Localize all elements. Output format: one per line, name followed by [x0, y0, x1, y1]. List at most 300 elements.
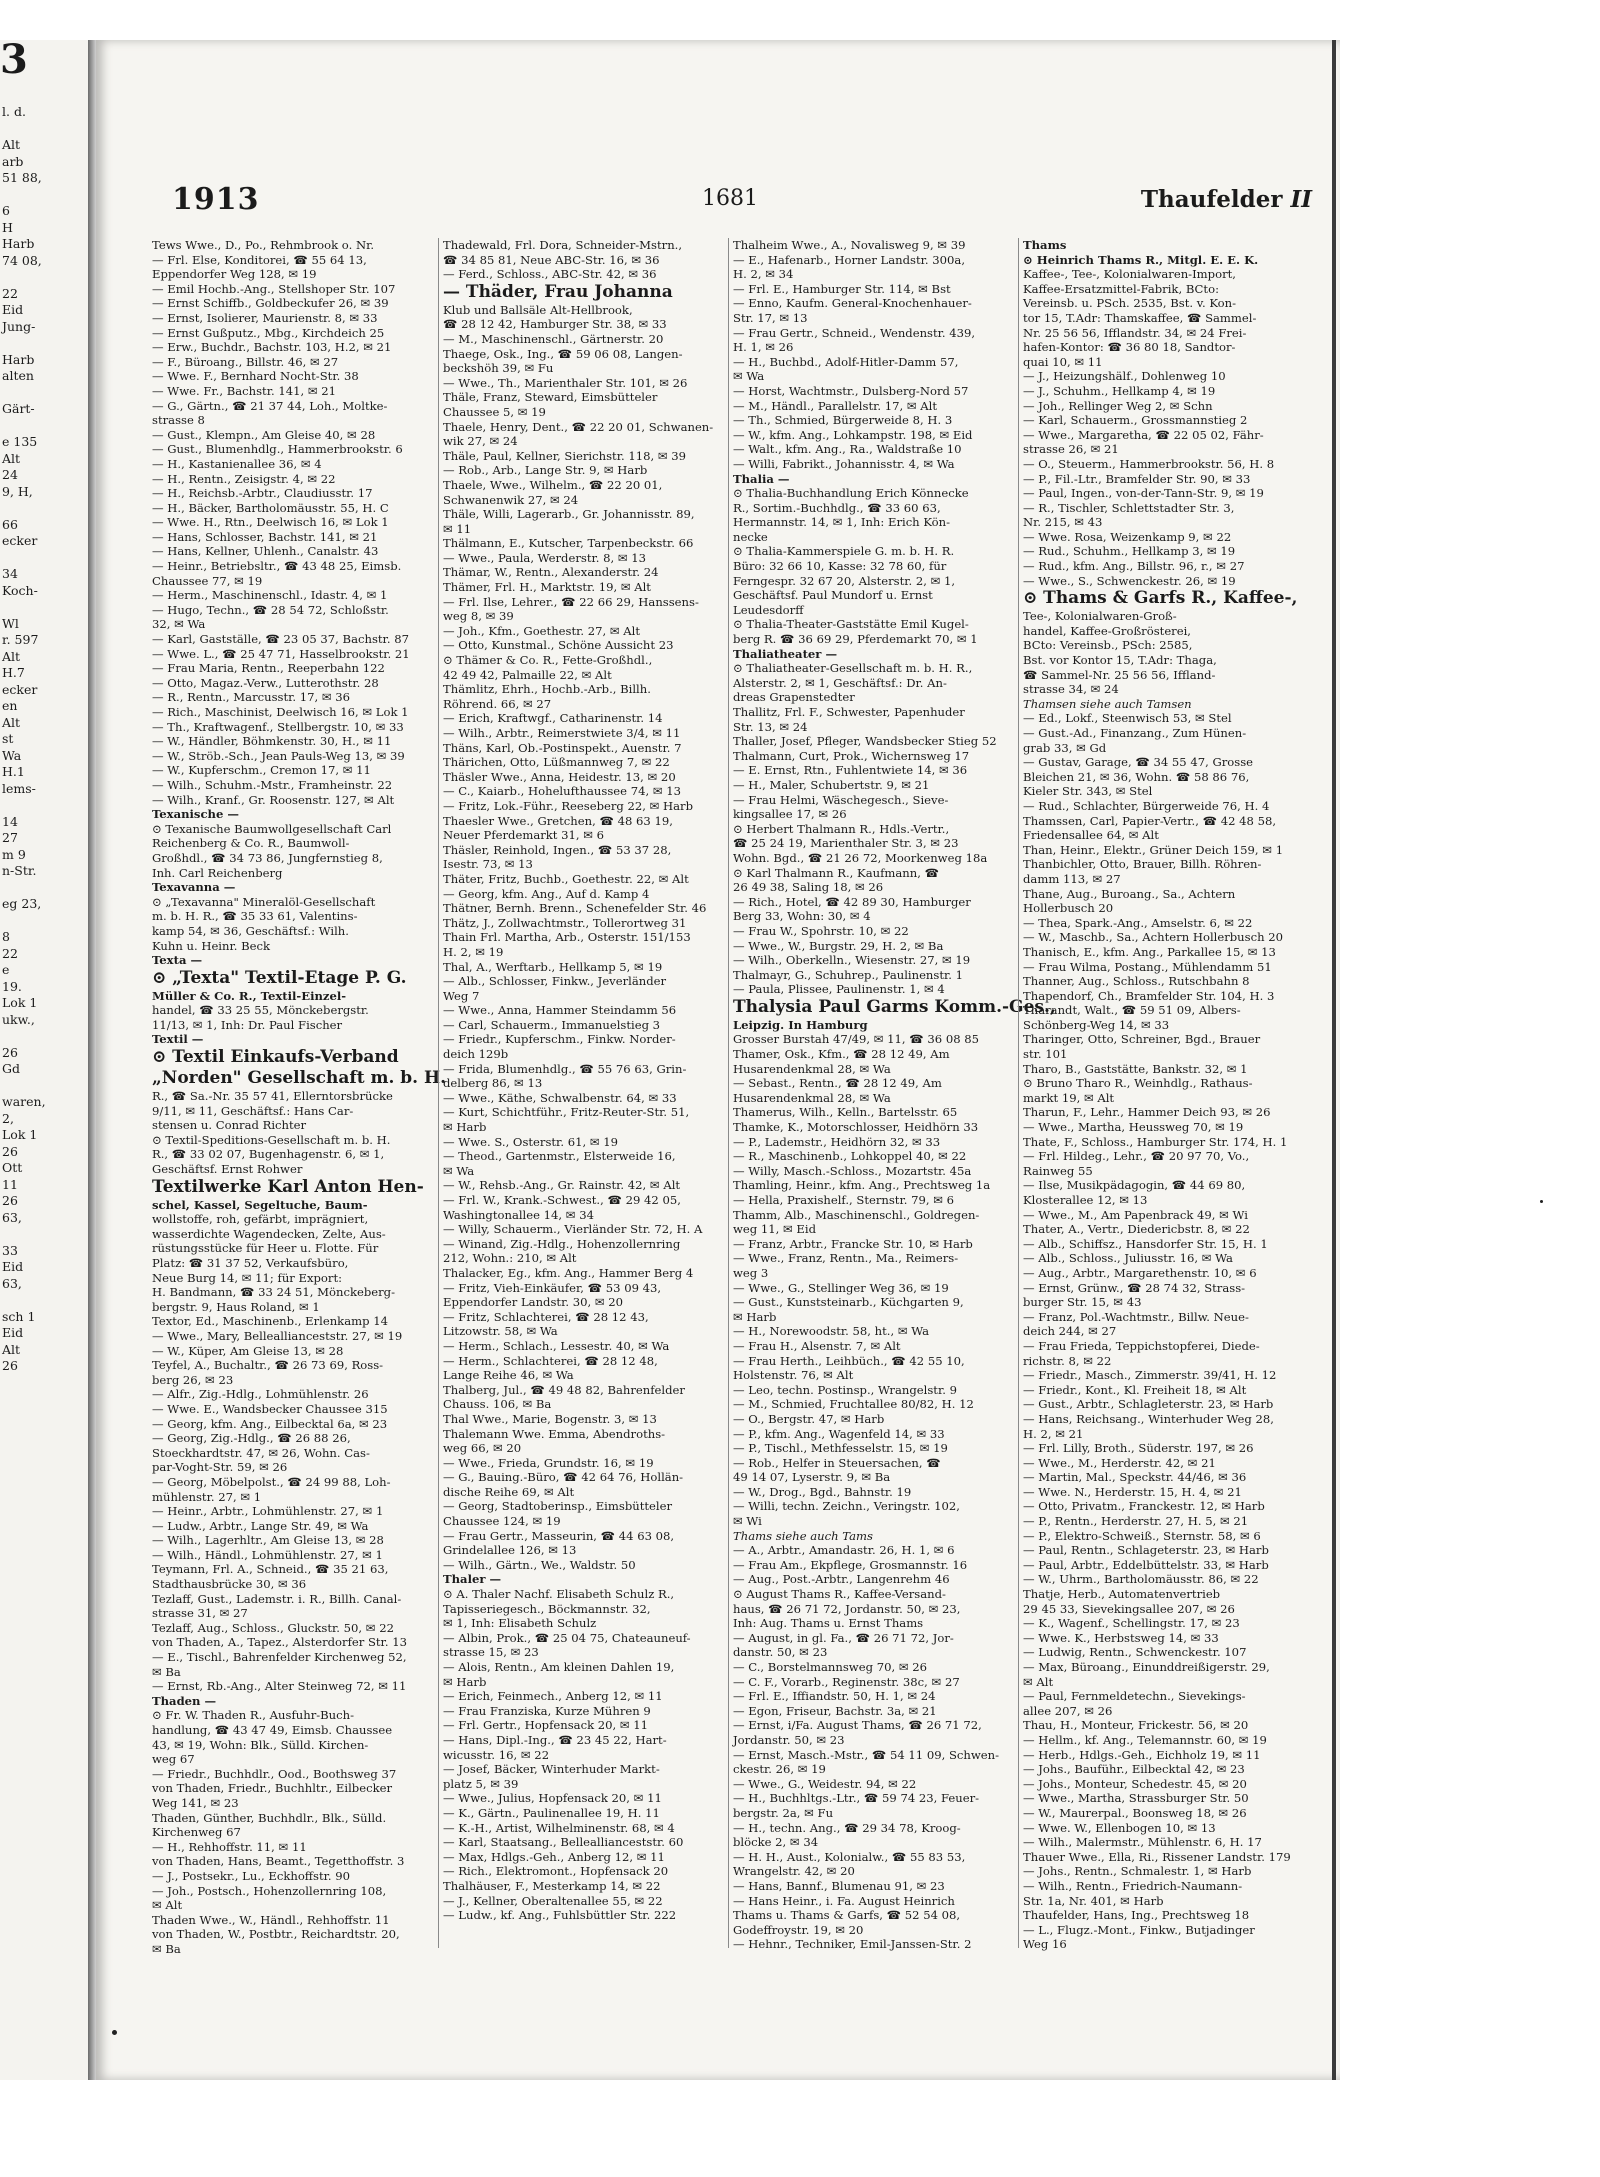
directory-entry: — Thea, Spark.-Ang., Amselstr. 6, ✉ 22	[1023, 915, 1253, 930]
directory-entry: handel, ☎ 33 25 55, Mönckebergstr.	[152, 1003, 369, 1018]
directory-entry: — Wwe., Paula, Werderstr. 8, ✉ 13	[443, 550, 647, 565]
directory-entry: Thamssen, Carl, Papier-Vertr., ☎ 42 48 58,	[1023, 813, 1277, 828]
directory-entry: — Ernst Schiffb., Goldbeckufer 26, ✉ 39	[152, 296, 389, 311]
directory-entry: schel, Kassel, Segeltuche, Baum-	[152, 1197, 368, 1212]
directory-entry: Klub und Ballsäle Alt-Hellbrook,	[443, 302, 633, 317]
directory-entry: — Rud., Schlachter, Bürgerweide 76, H. 4	[1023, 798, 1270, 813]
directory-entry: — M., Maschinenschl., Gärtnerstr. 20	[443, 331, 664, 346]
previous-page-line-stub: ecker	[2, 533, 38, 548]
directory-entry: — Frau Gertr., Masseurin, ☎ 44 63 08,	[443, 1528, 675, 1543]
directory-entry: — Franz, Arbtr., Francke Str. 10, ✉ Harb	[733, 1236, 973, 1251]
directory-entry: — Frl. Else, Konditorei, ☎ 55 64 13,	[152, 252, 367, 267]
previous-page-line-stub: Gd	[2, 1061, 20, 1076]
directory-entry: — Fritz, Vieh-Einkäufer, ☎ 53 09 43,	[443, 1280, 662, 1295]
directory-entry: Schwanenwik 27, ✉ 24	[443, 492, 579, 507]
directory-entry: damm 113, ✉ 27	[1023, 871, 1121, 886]
directory-entry: — H. H., Aust., Kolonialw., ☎ 55 83 53,	[733, 1849, 966, 1864]
directory-entry: — G., Bauing.-Büro, ☎ 42 64 76, Hollän-	[443, 1470, 684, 1485]
directory-entry: strasse 15, ✉ 23	[443, 1645, 539, 1660]
previous-page-line-stub	[0, 599, 88, 616]
directory-entry: strasse 31, ✉ 27	[152, 1606, 248, 1621]
previous-page-line-stub: 22	[2, 285, 18, 301]
directory-entry: — Wwe. W., Ellenbogen 10, ✉ 13	[1023, 1820, 1216, 1835]
directory-entry: Thaden, Günther, Buchhdlr., Blk., Sülld.	[152, 1810, 387, 1825]
previous-page-line-stub: 66	[2, 516, 18, 532]
directory-entry: delberg 86, ✉ 13	[443, 1076, 543, 1091]
directory-entry: ☎ Sammel-Nr. 25 56 56, Iffland-	[1023, 667, 1216, 682]
directory-entry: Hermannstr. 14, ✉ 1, Inh: Erich Kön-	[733, 515, 951, 530]
directory-entry: — H., Rentn., Zeisigstr. 4, ✉ 22	[152, 471, 336, 486]
previous-page-line-stub: n-Str.	[2, 863, 37, 878]
directory-entry: — H., Buchhltgs.-Ltr., ☎ 59 74 23, Feuer-	[733, 1791, 980, 1806]
previous-page-line-stub: H.1	[2, 764, 25, 779]
directory-entry: — Friedr., Kont., Kl. Freiheit 18, ✉ Alt	[1023, 1382, 1247, 1397]
directory-entry: — Johs., Rentn., Schmalestr. 1, ✉ Harb	[1023, 1864, 1252, 1879]
directory-entry: haus, ☎ 26 71 72, Jordanstr. 50, ✉ 23,	[733, 1601, 961, 1616]
previous-page-line-stub	[0, 1292, 88, 1309]
directory-entry: — Wwe., Mary, Belleallianceststr. 27, ✉ 19	[152, 1328, 403, 1343]
directory-entry: — W., Maurerpal., Boonsweg 18, ✉ 26	[1023, 1805, 1247, 1820]
directory-entry: — Frl. Ilse, Lehrer., ☎ 22 66 29, Hanssens-	[443, 594, 699, 609]
directory-entry: richstr. 8, ✉ 22	[1023, 1353, 1112, 1368]
directory-columns	[148, 238, 1308, 1956]
directory-entry: — Rich., Maschinist, Deelwisch 16, ✉ Lok 1	[152, 705, 409, 719]
directory-entry: — P., Elektro-Schweiß., Sternstr. 58, ✉ 6	[1023, 1528, 1261, 1543]
directory-entry: — Georg, Möbelpolst., ☎ 24 99 88, Loh-	[152, 1474, 391, 1489]
directory-entry: 11/13, ✉ 1, Inh: Dr. Paul Fischer	[152, 1017, 343, 1032]
directory-entry: Thanner, Aug., Schloss., Rutschbahn 8	[1023, 974, 1250, 989]
directory-entry: Thate, F., Schloss., Hamburger Str. 174, H. 1	[1023, 1134, 1288, 1149]
directory-entry: bergstr. 9, Haus Roland, ✉ 1	[152, 1299, 320, 1314]
directory-entry: — Frau Wilma, Postang., Mühlendamm 51	[1023, 959, 1272, 974]
directory-entry: — H., Rehhoffstr. 11, ✉ 11	[152, 1839, 307, 1854]
directory-entry: Thamke, K., Motorschlosser, Heidhörn 33	[733, 1120, 979, 1135]
directory-entry: — K.-H., Artist, Wilhelminenstr. 68, ✉ 4	[443, 1820, 675, 1835]
directory-entry: — Wwe., Anna, Hammer Steindamm 56	[443, 1003, 677, 1018]
directory-entry: Husarendenkmal 28, ✉ Wa	[733, 1061, 891, 1076]
directory-entry: Thäter, Fritz, Buchb., Goethestr. 22, ✉ Alt	[443, 871, 689, 886]
previous-page-line-stub: Eid	[2, 1325, 24, 1340]
directory-entry: Thain Frl. Martha, Arb., Osterstr. 151/153	[443, 930, 691, 945]
directory-entry: Thaege, Osk., Ing., ☎ 59 06 08, Langen-	[443, 346, 683, 361]
directory-entry: ⊙ Thams & Garfs R., Kaffee-,	[1023, 588, 1298, 609]
directory-entry: von Thaden, Hans, Beamt., Tegetthoffstr. 3	[152, 1854, 405, 1869]
directory-entry: handlung, ☎ 43 47 49, Eimsb. Chaussee	[152, 1723, 393, 1737]
directory-entry: Str. 1a, Nr. 401, ✉ Harb	[1023, 1893, 1164, 1908]
directory-entry: weg 67	[152, 1752, 195, 1767]
directory-entry: ✉ Harb	[443, 1120, 487, 1135]
directory-entry: — Wwe. F., Bernhard Nocht-Str. 38	[152, 369, 359, 384]
directory-entry: Thärichen, Otto, Lüßmannweg 7, ✉ 22	[443, 755, 670, 770]
directory-entry: — Herm., Maschinenschl., Idastr. 4, ✉ 1	[152, 588, 388, 603]
previous-page-line-stub: 26	[2, 1193, 18, 1208]
directory-entry: ⊙ Thalia-Buchhandlung Erich Könnecke	[733, 486, 969, 501]
directory-entry: Tezlaff, Gust., Lademstr. i. R., Billh. Canal-	[152, 1591, 402, 1606]
directory-entry: — H., Kastanienallee 36, ✉ 4	[152, 456, 322, 471]
directory-entry: — Otto, Magaz.-Verw., Lutterothstr. 28	[152, 675, 379, 690]
directory-entry: ✉ Alt	[1023, 1674, 1054, 1689]
previous-page-line-stub: ukw.,	[2, 1011, 35, 1027]
directory-entry: — Heinr., Betriebsltr., ☎ 43 48 25, Eimsb.	[152, 559, 402, 574]
directory-entry: — Heinr., Arbtr., Lohmühlenstr. 27, ✉ 1	[152, 1504, 384, 1519]
directory-entry: — R., Rentn., Marcusstr. 17, ✉ 36	[152, 690, 351, 705]
previous-page-line-stub: r. 597	[2, 632, 39, 647]
directory-entry: Thamerus, Wilh., Kelln., Bartelsstr. 65	[733, 1105, 958, 1120]
previous-page-line-stub: Eid	[2, 302, 24, 317]
directory-entry: — Hellm., kf. Ang., Telemannstr. 60, ✉ 19	[1023, 1732, 1267, 1747]
directory-entry: — Erw., Buchdr., Bachstr. 103, H.2, ✉ 21	[152, 340, 392, 355]
directory-entry: — Ferd., Schloss., ABC-Str. 42, ✉ 36	[443, 267, 657, 282]
directory-entry: Tharo, B., Gaststätte, Bankstr. 32, ✉ 1	[1023, 1061, 1248, 1076]
directory-entry: — P., Lademstr., Heidhörn 32, ✉ 33	[733, 1134, 941, 1149]
previous-page-line-stub	[0, 500, 88, 517]
directory-entry: — Ludw., Arbtr., Lange Str. 49, ✉ Wa	[152, 1518, 369, 1533]
directory-entry: Textilwerke Karl Anton Hen-	[152, 1176, 424, 1197]
directory-entry: Tharun, F., Lehr., Hammer Deich 93, ✉ 26	[1023, 1105, 1271, 1120]
directory-entry: — Hehnr., Techniker, Emil-Janssen-Str. 2	[733, 1937, 972, 1952]
directory-entry: — Otto, Privatm., Franckestr. 12, ✉ Harb	[1023, 1499, 1265, 1514]
directory-entry: — P., Fil.-Ltr., Bramfelder Str. 90, ✉ 33	[1023, 471, 1251, 486]
directory-entry: — Friedr., Kupferschm., Finkw. Norder-	[443, 1032, 676, 1047]
previous-page-year-fragment: 3	[0, 36, 28, 83]
directory-entry: von Thaden, Friedr., Buchhltr., Eilbecker	[152, 1781, 393, 1796]
directory-entry: — H., Maler, Schubertstr. 9, ✉ 21	[733, 777, 930, 792]
directory-entry: — August, in gl. Fa., ☎ 26 71 72, Jor-	[733, 1630, 954, 1645]
directory-entry: 26 49 38, Saling 18, ✉ 26	[733, 880, 884, 895]
directory-entry: — Wwe., Käthe, Schwalbenstr. 64, ✉ 33	[443, 1090, 677, 1105]
directory-entry: — F., Büroang., Billstr. 46, ✉ 27	[152, 354, 339, 369]
previous-page-line-stub	[0, 1226, 88, 1243]
directory-entry: — Karl, Staatsang., Belleallianceststr. 60	[443, 1835, 684, 1850]
directory-entry: — Karl, Schauerm., Grossmannstieg 2	[1023, 413, 1248, 428]
directory-entry: weg 11, ✉ Eid	[733, 1222, 817, 1237]
directory-column-4	[1018, 238, 1308, 1952]
previous-page-line-stub: 11	[2, 1176, 18, 1192]
directory-entry: Thanbichler, Otto, Brauer, Billh. Röhren-	[1023, 857, 1262, 872]
directory-entry: m. b. H. R., ☎ 35 33 61, Valentins-	[152, 909, 358, 924]
directory-entry: — W., Ströb.-Sch., Jean Pauls-Weg 13, ✉ 39	[152, 748, 405, 763]
directory-entry: von Thaden, A., Tapez., Alsterdorfer Str. 13	[152, 1635, 407, 1650]
directory-entry: blöcke 2, ✉ 34	[733, 1835, 819, 1850]
directory-entry: Teyfel, A., Buchaltr., ☎ 26 73 69, Ross-	[152, 1358, 384, 1373]
directory-entry: Thalysia Paul Garms Komm.-Ges.,	[733, 996, 1056, 1017]
previous-page-line-stub: Alt	[2, 450, 21, 466]
previous-page-line-stub: l. d.	[2, 104, 26, 119]
directory-entry: „Norden" Gesellschaft m. b. H.	[152, 1068, 446, 1089]
directory-entry: — C., Borstelmannsweg 70, ✉ 26	[733, 1660, 927, 1674]
directory-entry: Bleichen 21, ✉ 36, Wohn. ☎ 58 86 76,	[1023, 769, 1250, 784]
directory-entry: — Rud., kfm. Ang., Billstr. 96, r., ✉ 27	[1023, 559, 1245, 574]
previous-page-line-stub: Koch-	[2, 582, 38, 598]
directory-entry: Washingtonallee 14, ✉ 34	[443, 1207, 594, 1222]
directory-entry: — Max, Hdlgs.-Geh., Anberg 12, ✉ 11	[443, 1849, 665, 1864]
previous-page-line-stub: Harb	[2, 351, 35, 367]
directory-entry: wik 27, ✉ 24	[443, 434, 518, 449]
previous-page-line-stub: Harb	[2, 236, 35, 251]
directory-entry: ⊙ Textil Einkaufs-Verband	[152, 1047, 399, 1068]
directory-entry: — Johs., Monteur, Schedestr. 45, ✉ 20	[1023, 1776, 1247, 1791]
page-number: 1681	[702, 186, 758, 211]
previous-page-line-stub: 26	[2, 1358, 18, 1373]
directory-entry: — Joh., Postsch., Hohenzollernring 108,	[152, 1883, 387, 1898]
directory-entry: Thamm, Alb., Maschinenschl., Goldregen-	[733, 1207, 980, 1222]
directory-entry: — Walt., kfm. Ang., Ra., Waldstraße 10	[733, 442, 962, 457]
directory-entry: Litzowstr. 58, ✉ Wa	[443, 1324, 558, 1339]
directory-entry: — Rud., Schuhm., Hellkamp 3, ✉ 19	[1023, 544, 1236, 559]
previous-page-line-stub: ecker	[2, 681, 38, 697]
directory-entry: ✉ Harb	[443, 1674, 487, 1689]
directory-entry: — C. F., Vorarb., Reginenstr. 38c, ✉ 27	[733, 1674, 960, 1689]
directory-entry: ⊙ Karl Thalmann R., Kaufmann, ☎	[733, 865, 940, 880]
directory-entry: — W., Uhrm., Bartholomäusstr. 86, ✉ 22	[1023, 1572, 1259, 1587]
directory-entry: Holstenstr. 76, ✉ Alt	[733, 1368, 854, 1383]
directory-entry: — Otto, Kunstmal., Schöne Aussicht 23	[443, 638, 674, 653]
directory-entry: Inh. Carl Reichenberg	[152, 865, 283, 880]
directory-entry: berg 26, ✉ 23	[152, 1372, 234, 1387]
directory-entry: handel, Kaffee-Großrösterei,	[1023, 623, 1191, 638]
directory-entry: Platz: ☎ 31 37 52, Verkaufsbüro,	[152, 1256, 349, 1270]
directory-entry: Inh: Aug. Thams u. Ernst Thams	[733, 1616, 924, 1631]
directory-entry: — Ed., Lokf., Steenwisch 53, ✉ Stel	[1023, 711, 1232, 726]
directory-entry: H. 2, ✉ 19	[443, 944, 504, 959]
directory-entry: ⊙ Textil-Speditions-Gesellschaft m. b. H.	[152, 1132, 391, 1147]
directory-entry: — Frau Herth., Leihbüch., ☎ 42 55 10,	[733, 1353, 965, 1368]
directory-entry: — Josef, Bäcker, Winterhuder Markt-	[443, 1762, 660, 1777]
directory-entry: — Rob., Arb., Lange Str. 9, ✉ Harb	[443, 463, 648, 478]
directory-entry: — K., Gärtn., Paulinenallee 19, H. 11	[443, 1805, 660, 1820]
directory-entry: ⊙ Thaliatheater-Gesellschaft m. b. H. R.,	[733, 661, 973, 676]
directory-entry: — Frl. Hildeg., Lehr., ☎ 20 97 70, Vo.,	[1023, 1149, 1250, 1164]
directory-entry: Thätz, J., Zollwachtmstr., Tollerortweg 31	[443, 915, 687, 930]
directory-entry: Leipzig. In Hamburg	[733, 1017, 868, 1032]
previous-page-line-stub: e	[2, 962, 10, 977]
directory-entry: Thaller, Josef, Pfleger, Wandsbecker Stieg 52	[733, 734, 997, 749]
directory-entry: — P., kfm. Ang., Wagenfeld 14, ✉ 33	[733, 1426, 945, 1441]
directory-entry: strasse 26, ✉ 21	[1023, 442, 1119, 457]
directory-entry: Thamsen siehe auch Tamsen	[1023, 696, 1192, 711]
directory-entry: bergstr. 2a, ✉ Fu	[733, 1805, 834, 1820]
directory-entry: Kaffee-, Tee-, Kolonialwaren-Import,	[1023, 267, 1236, 282]
directory-entry: — R., Maschinenb., Lohkoppel 40, ✉ 22	[733, 1149, 967, 1164]
directory-entry: Tharinger, Otto, Schreiner, Bgd., Brauer	[1023, 1032, 1261, 1047]
book-gutter	[88, 40, 96, 2080]
directory-entry: Thalemann Wwe. Emma, Abendroths-	[443, 1426, 666, 1441]
directory-entry: ⊙ August Thams R., Kaffee-Versand-	[733, 1587, 946, 1602]
directory-entry: ⊙ „Texta" Textil-Etage P. G.	[152, 967, 407, 988]
directory-entry: ✉ Wa	[733, 369, 765, 384]
previous-page-line-stub: 8	[2, 929, 10, 944]
directory-entry: — Wwe. N., Herderstr. 15, H. 4, ✉ 21	[1023, 1484, 1242, 1499]
directory-entry: 9/11, ✉ 11, Geschäftsf.: Hans Car-	[152, 1103, 354, 1118]
directory-entry: Stadthausbrücke 30, ✉ 36	[152, 1577, 307, 1592]
directory-entry: — Friedr., Masch., Zimmerstr. 39/41, H. 12	[1023, 1368, 1277, 1383]
directory-entry: dische Reihe 69, ✉ Alt	[443, 1484, 575, 1499]
directory-entry: Lange Reihe 46, ✉ Wa	[443, 1368, 574, 1383]
directory-entry: Neuer Pferdemarkt 31, ✉ 6	[443, 828, 605, 843]
directory-entry: Textor, Ed., Maschinenb., Erlenkamp 14	[152, 1314, 388, 1329]
directory-entry: Chaussee 77, ✉ 19	[152, 573, 263, 588]
directory-entry: H. 2, ✉ 21	[1023, 1426, 1084, 1441]
previous-page-line-stub: sch 1	[2, 1308, 36, 1324]
directory-entry: — J., Heizungshälf., Dohlenweg 10	[1023, 369, 1226, 384]
directory-column-2	[438, 238, 728, 1948]
page-edge	[1332, 40, 1336, 2080]
directory-entry: Than, Heinr., Elektr., Grüner Deich 159, ✉ 1	[1023, 842, 1284, 857]
directory-entry: — Sebast., Rentn., ☎ 28 12 49, Am	[733, 1076, 942, 1091]
page-header	[172, 182, 1312, 230]
directory-entry: deich 244, ✉ 27	[1023, 1324, 1117, 1339]
directory-entry: — Johs., Bauführ., Eilbecktal 42, ✉ 23	[1023, 1762, 1245, 1777]
directory-entry: — J., Schuhm., Hellkamp 4, ✉ 19	[1023, 383, 1216, 398]
directory-entry: Thau, H., Monteur, Frickestr. 56, ✉ 20	[1023, 1718, 1249, 1733]
previous-page-line-stub: Ott	[2, 1160, 23, 1175]
directory-entry: Thalia —	[733, 471, 790, 486]
directory-entry: — Max, Büroang., Einunddreißigerstr. 29,	[1023, 1660, 1270, 1674]
directory-entry: — H., Norewoodstr. 58, ht., ✉ Wa	[733, 1324, 930, 1339]
directory-entry: Jordanstr. 50, ✉ 23	[733, 1732, 845, 1747]
directory-entry: ✉ Ba	[152, 1941, 181, 1956]
previous-page-line-stub	[0, 121, 88, 138]
directory-entry: strasse 34, ✉ 24	[1023, 682, 1119, 697]
directory-entry: kingsallee 17, ✉ 26	[733, 807, 847, 822]
directory-entry: — Leo, techn. Postinsp., Wrangelstr. 9	[733, 1382, 957, 1397]
directory-entry: — Enno, Kaufm. General-Knochenhauer-	[733, 296, 972, 311]
previous-page-line-stub	[0, 913, 88, 930]
directory-entry: Thalhäuser, F., Mesterkamp 14, ✉ 22	[443, 1878, 661, 1893]
directory-entry: — E., Tischl., Bahrenfelder Kirchenweg 52,	[152, 1650, 407, 1665]
directory-entry: — W., Drog., Bgd., Bahnstr. 19	[733, 1484, 912, 1499]
previous-page-line-stub: e 135	[2, 434, 38, 449]
directory-entry: Neue Burg 14, ✉ 11; für Export:	[152, 1270, 343, 1285]
directory-entry: ckestr. 26, ✉ 19	[733, 1762, 826, 1777]
previous-page-line-stub: Wl	[2, 615, 19, 631]
directory-entry: Thalacker, Eg., kfm. Ang., Hammer Berg 4	[443, 1265, 694, 1280]
directory-entry: — Frau Gertr., Schneid., Wendenstr. 439,	[733, 325, 976, 340]
directory-entry: — Alfr., Zig.-Hdlg., Lohmühlenstr. 26	[152, 1387, 369, 1402]
directory-entry: — Frl. E., Iffiandstr. 50, H. 1, ✉ 24	[733, 1689, 936, 1704]
directory-entry: — Wwe., M., Am Papenbrack 49, ✉ Wi	[1023, 1207, 1248, 1222]
directory-entry: — Willi, Fabrikt., Johannisstr. 4, ✉ Wa	[733, 456, 955, 471]
directory-entry: Str. 17, ✉ 13	[733, 310, 808, 325]
scan-speck	[112, 2030, 117, 2035]
directory-entry: weg 3	[733, 1265, 769, 1280]
directory-entry: — Gustav, Garage, ☎ 34 55 47, Grosse	[1023, 755, 1254, 770]
directory-entry: ⊙ A. Thaler Nachf. Elisabeth Schulz R.,	[443, 1587, 675, 1602]
directory-entry: — E., Hafenarb., Horner Landstr. 300a,	[733, 252, 966, 267]
previous-page-line-stub	[0, 269, 88, 286]
directory-entry: Büro: 32 66 10, Kasse: 32 78 60, für	[733, 559, 947, 574]
previous-page-line-stub	[0, 335, 88, 352]
directory-entry: necke	[733, 529, 768, 544]
directory-entry: — Gust., Klempn., Am Gleise 40, ✉ 28	[152, 427, 376, 442]
directory-entry: ⊙ Heinrich Thams R., Mitgl. E. E. K.	[1023, 252, 1259, 267]
directory-entry: Thal Wwe., Marie, Bogenstr. 3, ✉ 13	[443, 1411, 657, 1426]
previous-page-line-stub	[0, 418, 88, 435]
directory-entry: Friedensallee 64, ✉ Alt	[1023, 828, 1159, 843]
directory-entry: — R., Tischler, Schlettstadter Str. 3,	[1023, 500, 1235, 515]
directory-entry: — Frau Am., Ekpflege, Grosmannstr. 16	[733, 1557, 968, 1572]
directory-entry: Weg 7	[443, 988, 480, 1003]
directory-entry: str. 101	[1023, 1047, 1068, 1062]
directory-entry: ✉ Alt	[152, 1898, 183, 1913]
directory-entry: Thäns, Karl, Ob.-Postinspekt., Auenstr. 7	[443, 740, 682, 755]
directory-entry: — Wwe., Margaretha, ☎ 22 05 02, Fähr-	[1023, 427, 1264, 442]
directory-entry: R., ☎ Sa.-Nr. 35 57 41, Ellerntorsbrücke	[152, 1089, 393, 1104]
directory-entry: — Wwe. L., ☎ 25 47 71, Hasselbrookstr. 21	[152, 646, 410, 661]
previous-page-line-stub: 19.	[2, 978, 22, 994]
directory-entry: Weg 16	[1023, 1937, 1067, 1952]
previous-page-line-stub: 22	[2, 945, 18, 961]
alphabetical-range-title	[1141, 186, 1312, 213]
directory-entry: wasserdichte Wagendecken, Zelte, Aus-	[152, 1226, 386, 1241]
directory-entry: Thäsler, Reinhold, Ingen., ☎ 53 37 28,	[443, 842, 672, 857]
directory-entry: — Georg, Stadtoberinsp., Eimsbütteler	[443, 1499, 673, 1514]
directory-entry: Thalmayr, G., Schuhrep., Paulinenstr. 1	[733, 967, 964, 982]
directory-entry: — Wwe., Th., Marienthaler Str. 101, ✉ 26	[443, 375, 688, 390]
directory-entry: ⊙ Bruno Tharo R., Weinhdlg., Rathaus-	[1023, 1076, 1253, 1091]
directory-entry: — Wwe., Julius, Hopfensack 20, ✉ 11	[443, 1791, 662, 1806]
directory-entry: ⊙ Herbert Thalmann R., Hdls.-Vertr.,	[733, 821, 950, 836]
directory-entry: Tapisseriegesch., Böckmannstr. 32,	[443, 1601, 651, 1616]
previous-page-line-stub: Alt	[2, 714, 21, 730]
directory-entry: Thäle, Willi, Lagerarb., Gr. Johannisstr. 89,	[443, 507, 695, 522]
directory-entry: — Georg, kfm. Ang., Eilbecktal 6a, ✉ 23	[152, 1416, 388, 1431]
directory-entry: 49 14 07, Lyserstr. 9, ✉ Ba	[733, 1470, 891, 1485]
directory-entry: Tharandt, Walt., ☎ 59 51 09, Albers-	[1023, 1003, 1241, 1018]
directory-entry: Textil —	[152, 1032, 204, 1047]
directory-entry: ⊙ Thalia-Theater-Gaststätte Emil Kugel-	[733, 617, 969, 632]
directory-entry: — M., Händl., Parallelstr. 17, ✉ Alt	[733, 398, 938, 413]
directory-entry: — Frl. Gertr., Hopfensack 20, ✉ 11	[443, 1718, 649, 1733]
directory-entry: Thalmann, Curt, Prok., Wichernsweg 17	[733, 748, 970, 763]
directory-entry: Texavanna —	[152, 880, 236, 895]
directory-entry: Thälmann, E., Kutscher, Tarpenbeckstr. 66	[443, 536, 694, 551]
directory-entry: — Wwe., Frieda, Grundstr. 16, ✉ 19	[443, 1455, 654, 1470]
directory-entry: ✉ 11	[443, 521, 472, 536]
directory-entry: Thalheim Wwe., A., Novalisweg 9, ✉ 39	[733, 238, 966, 252]
directory-entry: Tezlaff, Aug., Schloss., Gluckstr. 50, ✉ 22	[152, 1620, 394, 1635]
directory-entry: ⊙ Fr. W. Thaden R., Ausfuhr-Buch-	[152, 1708, 355, 1723]
directory-entry: Grosser Burstah 47/49, ✉ 11, ☎ 36 08 85	[733, 1032, 980, 1047]
directory-entry: — Wwe. K., Herbstsweg 14, ✉ 33	[1023, 1630, 1219, 1645]
directory-entry: — Wwe., G., Stellinger Weg 36, ✉ 19	[733, 1280, 949, 1295]
directory-entry: 42 49 42, Palmaille 22, ✉ Alt	[443, 667, 612, 682]
previous-page-line-stub: Lok 1	[2, 1127, 38, 1142]
previous-page-line-stub: 26	[2, 1044, 18, 1060]
directory-entry: — Hans, Schlosser, Bachstr. 141, ✉ 21	[152, 529, 378, 544]
directory-entry: — O., Steuerm., Hammerbrookstr. 56, H. 8	[1023, 456, 1275, 471]
directory-entry: — Hans Heinr., i. Fa. August Heinrich	[733, 1893, 955, 1908]
directory-entry: — Frida, Blumenhdlg., ☎ 55 76 63, Grin-	[443, 1061, 687, 1076]
directory-entry: ✉ Wa	[443, 1163, 475, 1178]
directory-entry: — Kurt, Schichtführ., Fritz-Reuter-Str. 51,	[443, 1105, 690, 1120]
directory-entry: — Wwe., Martha, Strassburger Str. 50	[1023, 1791, 1249, 1806]
previous-page-line-stub: 26	[2, 1143, 18, 1159]
directory-entry: Thadewald, Frl. Dora, Schneider-Mstrn.,	[443, 238, 683, 252]
directory-entry: — W., Maschb., Sa., Achtern Hollerbusch 20	[1023, 930, 1283, 945]
directory-entry: — P., Tischl., Methfesselstr. 15, ✉ 19	[733, 1441, 948, 1456]
directory-entry: — Frau Franziska, Kurze Mühren 9	[443, 1703, 651, 1718]
directory-entry: — Willy, Schauerm., Vierländer Str. 72, H. A	[443, 1222, 703, 1237]
previous-page-fragment	[0, 36, 91, 2080]
directory-entry: — Wwe. E., Wandsbecker Chaussee 315	[152, 1401, 388, 1416]
directory-entry: Thämlitz, Ehrh., Hochb.-Arb., Billh.	[443, 682, 651, 697]
directory-entry: — Franz, Pol.-Wachtmstr., Billw. Neue-	[1023, 1309, 1249, 1324]
directory-entry: wollstoffe, roh, gefärbt, imprägniert,	[152, 1212, 369, 1227]
directory-entry: — Erich, Kraftwgf., Catharinenstr. 14	[443, 711, 663, 726]
directory-entry: — W., Rehsb.-Ang., Gr. Rainstr. 42, ✉ Alt	[443, 1178, 681, 1193]
directory-entry: — Emil Hochb.-Ang., Stellshoper Str. 107	[152, 281, 396, 296]
